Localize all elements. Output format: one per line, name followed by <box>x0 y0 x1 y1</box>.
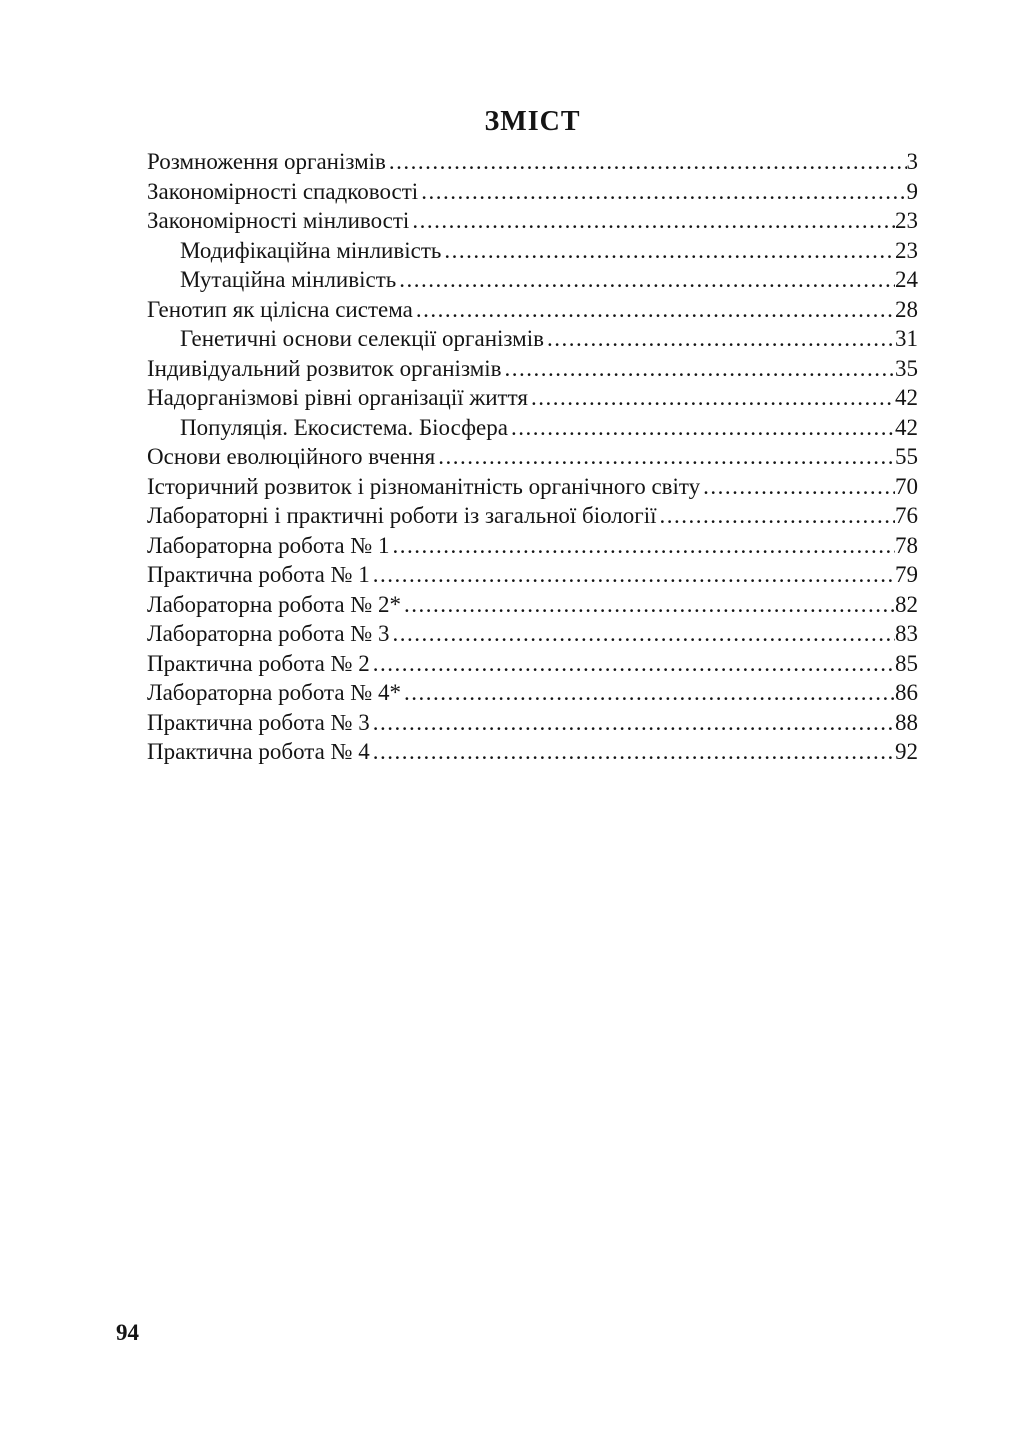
toc-entry <box>147 501 918 531</box>
dot-leader <box>404 678 895 708</box>
toc-entry <box>147 708 918 738</box>
toc-entry-page: 9 <box>906 178 918 204</box>
toc-entry-label: Мутаційна мінливість <box>180 267 397 292</box>
toc-entry-label: Лабораторна робота № 3 <box>147 621 390 646</box>
dot-leader <box>389 147 907 177</box>
page-title: ЗМІСТ <box>484 106 581 137</box>
toc-entry-label: Практична робота № 2 <box>147 650 370 676</box>
toc-entry-label: Лабораторна робота № 1 <box>147 532 390 558</box>
toc-entry <box>147 560 918 590</box>
dot-leader <box>399 265 895 295</box>
toc-entry-page: 42 <box>895 385 918 410</box>
toc-entry <box>147 236 918 266</box>
toc-entry-page: 31 <box>895 326 918 351</box>
toc-entry <box>147 649 918 679</box>
toc-entry-page: 92 <box>895 739 918 764</box>
dot-leader <box>393 619 895 649</box>
toc-entry-label: Розмноження організмів <box>147 149 386 174</box>
toc-entry <box>147 590 918 620</box>
toc-entry-label: Генотип як цілісна система <box>147 296 413 322</box>
toc-entry-page: 3 <box>906 149 918 174</box>
dot-leader <box>438 442 895 472</box>
dot-leader <box>373 708 895 738</box>
dot-leader <box>416 295 895 325</box>
toc-entry-label: Основи еволюційного вчення <box>147 444 436 469</box>
toc-entry-label: Практична робота № 3 <box>147 709 370 735</box>
dot-leader <box>444 236 895 266</box>
dot-leader <box>373 737 895 767</box>
dot-leader <box>511 413 895 443</box>
dot-leader <box>393 531 895 561</box>
toc-entry <box>147 295 918 325</box>
dot-leader <box>404 590 895 620</box>
toc-entry-page: 55 <box>895 444 918 469</box>
toc-entry <box>147 324 918 354</box>
toc-entry-page: 85 <box>895 650 918 676</box>
toc-entry-page: 35 <box>895 355 918 381</box>
dot-leader <box>505 354 895 384</box>
toc-entry-label: Лабораторна робота № 2* <box>147 591 402 617</box>
table-of-contents <box>147 106 918 767</box>
toc-entry-page: 88 <box>895 709 918 735</box>
toc-entry-page: 23 <box>895 237 918 263</box>
toc-entry-page: 82 <box>895 591 918 617</box>
dot-leader <box>373 560 895 590</box>
toc-entry-label: Закономірності спадковості <box>147 178 419 204</box>
toc-entry <box>147 147 918 177</box>
toc-entry <box>147 354 918 384</box>
toc-entry-page: 23 <box>895 208 918 233</box>
dot-leader <box>547 324 895 354</box>
toc-entry-page: 78 <box>895 532 918 558</box>
toc-entry-page: 42 <box>895 414 918 440</box>
toc-entry <box>147 472 918 502</box>
dot-leader <box>412 206 895 236</box>
toc-entry <box>147 531 918 561</box>
toc-entry <box>147 678 918 708</box>
toc-list <box>147 147 918 767</box>
footer-page-number: 94 <box>116 1320 139 1345</box>
toc-entry-label: Індивідуальний розвиток організмів <box>147 355 502 381</box>
toc-entry-label: Закономірності мінливості <box>147 208 410 233</box>
toc-entry-page: 24 <box>895 267 918 292</box>
dot-leader <box>421 177 906 207</box>
dot-leader <box>660 501 896 531</box>
toc-entry <box>147 619 918 649</box>
toc-entry <box>147 383 918 413</box>
toc-entry <box>147 737 918 767</box>
toc-entry-label: Лабораторна робота № 4* <box>147 680 402 705</box>
toc-entry-page: 86 <box>895 680 918 705</box>
dot-leader <box>531 383 895 413</box>
dot-leader <box>373 649 895 679</box>
toc-entry-page: 83 <box>895 621 918 646</box>
toc-entry-label: Популяція. Екосистема. Біосфера <box>180 414 508 440</box>
toc-entry-label: Модифікаційна мінливість <box>180 237 442 263</box>
toc-entry <box>147 442 918 472</box>
toc-entry-label: Лабораторні і практичні роботи із загальної біології <box>147 503 657 528</box>
toc-entry-label: Практична робота № 4 <box>147 739 370 764</box>
toc-entry <box>147 413 918 443</box>
toc-entry-label: Історичний розвиток і різноманітність органічного світу <box>147 473 701 499</box>
toc-entry-label: Генетичні основи селекції організмів <box>180 326 544 351</box>
toc-entry-page: 28 <box>895 296 918 322</box>
toc-entry-page: 79 <box>895 562 918 587</box>
toc-entry <box>147 177 918 207</box>
toc-entry-page: 70 <box>895 473 918 499</box>
dot-leader <box>703 472 895 502</box>
toc-entry-label: Надорганізмові рівні організації життя <box>147 385 528 410</box>
toc-entry <box>147 206 918 236</box>
toc-entry <box>147 265 918 295</box>
toc-entry-label: Практична робота № 1 <box>147 562 370 587</box>
toc-entry-page: 76 <box>895 503 918 528</box>
